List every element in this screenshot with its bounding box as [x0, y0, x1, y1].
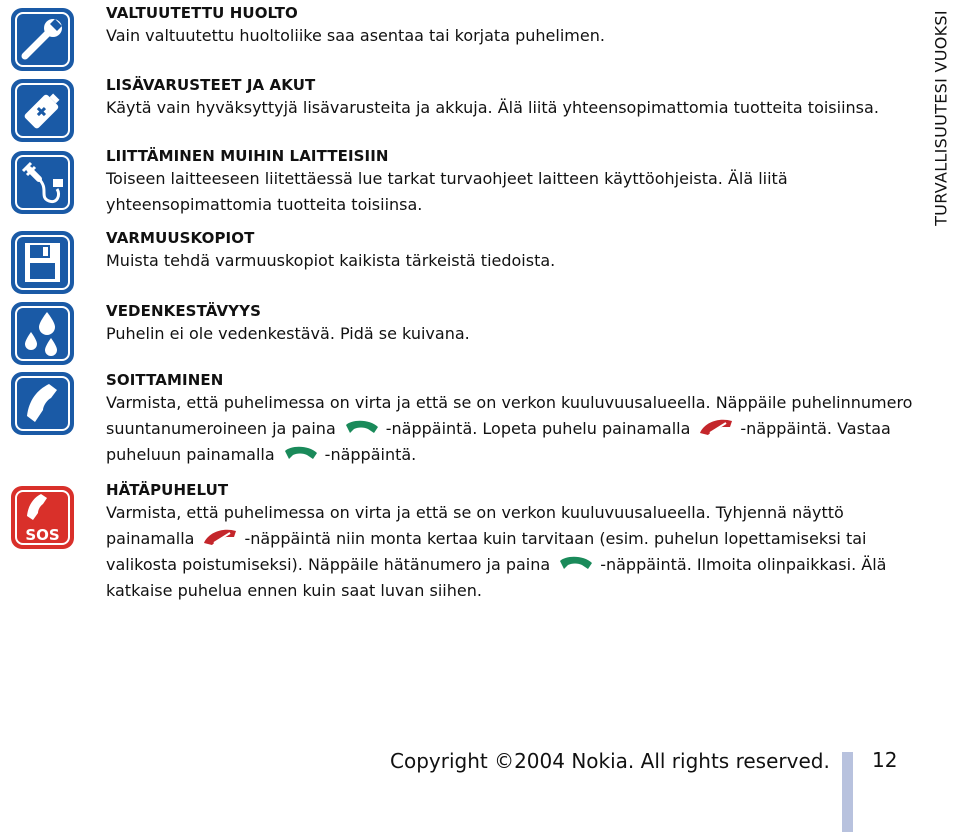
- section-text: Puhelin ei ole vedenkestävä. Pidä se kuivana.: [106, 324, 470, 343]
- section-authorized-service: [106, 3, 926, 49]
- section-emergency-calls: [106, 480, 926, 604]
- section-accessories: [106, 75, 926, 121]
- section-heading: LIITTÄMINEN MUIHIN LAITTEISIIN: [106, 147, 389, 165]
- section-heading: VARMUUSKOPIOT: [106, 229, 255, 247]
- section-text: Muista tehdä varmuuskopiot kaikista tärkeistä tiedoista.: [106, 251, 556, 270]
- section-text: [106, 390, 926, 468]
- text-part: Varmista, että puhelimessa on virta ja että se on verkon kuuluvuusalueella. Näppäile puhelinnumero suuntanumeroineen ja paina: [106, 393, 913, 438]
- water-drops-icon: [9, 300, 76, 367]
- sos-phone-icon: [9, 484, 76, 551]
- section-text: Toiseen laitteeseen liitettäessä lue tarkat turvaohjeet laitteen käyttöohjeista. Älä liitä yhteensopimattomia tuotteita toisiinsa.: [106, 169, 788, 214]
- phone-handset-icon: [9, 370, 76, 437]
- section-text: [106, 500, 926, 604]
- section-heading: HÄTÄPUHELUT: [106, 481, 229, 499]
- section-text: Vain valtuutettu huoltoliike saa asentaa tai korjata puhelimen.: [106, 26, 605, 45]
- side-tab-label: TURVALLISUUTESI VUOKSI: [931, 9, 951, 226]
- wrench-icon: [9, 6, 76, 73]
- text-part: -näppäintä. Lopeta puhelu painamalla: [385, 419, 691, 438]
- section-connecting-devices: [106, 146, 926, 218]
- floppy-disk-icon: [9, 229, 76, 296]
- text-part: -näppäintä. Ilmoita olinpaikkasi. Älä katkaise puhelua ennen kuin saat luvan siihen.: [106, 555, 887, 600]
- copyright-text: Copyright ©2004 Nokia. All rights reserved.: [390, 749, 830, 773]
- text-part: -näppäintä.: [324, 445, 417, 464]
- battery-icon: [9, 77, 76, 144]
- section-making-calls: [106, 370, 926, 468]
- plug-icon: [9, 149, 76, 216]
- page-bar: [842, 752, 853, 832]
- green-call-key-icon: [556, 553, 596, 575]
- red-end-key-icon: [696, 417, 736, 439]
- side-tab: [928, 5, 954, 230]
- section-heading: VALTUUTETTU HUOLTO: [106, 4, 298, 22]
- section-heading: SOITTAMINEN: [106, 371, 224, 389]
- green-call-key-icon: [342, 417, 382, 439]
- green-call-key-icon: [281, 443, 321, 465]
- svg-text:SOS: SOS: [25, 526, 60, 544]
- text-part: -näppäintä. Vastaa puheluun painamalla: [106, 419, 891, 464]
- section-heading: LISÄVARUSTEET JA AKUT: [106, 76, 316, 94]
- text-part: Varmista, että puhelimessa on virta ja että se on verkon kuuluvuusalueella. Tyhjennä näyttö painamalla: [106, 503, 844, 548]
- section-water-resistance: [106, 301, 926, 347]
- text-part: -näppäintä niin monta kertaa kuin tarvitaan (esim. puhelun lopettamiseksi tai valikosta poistumiseksi). Näppäile hätänumero ja paina: [106, 529, 867, 574]
- red-end-key-icon: [200, 527, 240, 549]
- section-backups: [106, 228, 926, 274]
- page-number: 12: [872, 748, 898, 772]
- section-text: Käytä vain hyväksyttyjä lisävarusteita ja akkuja. Älä liitä yhteensopimattomia tuotteita toisiinsa.: [106, 98, 879, 117]
- section-heading: VEDENKESTÄVYYS: [106, 302, 261, 320]
